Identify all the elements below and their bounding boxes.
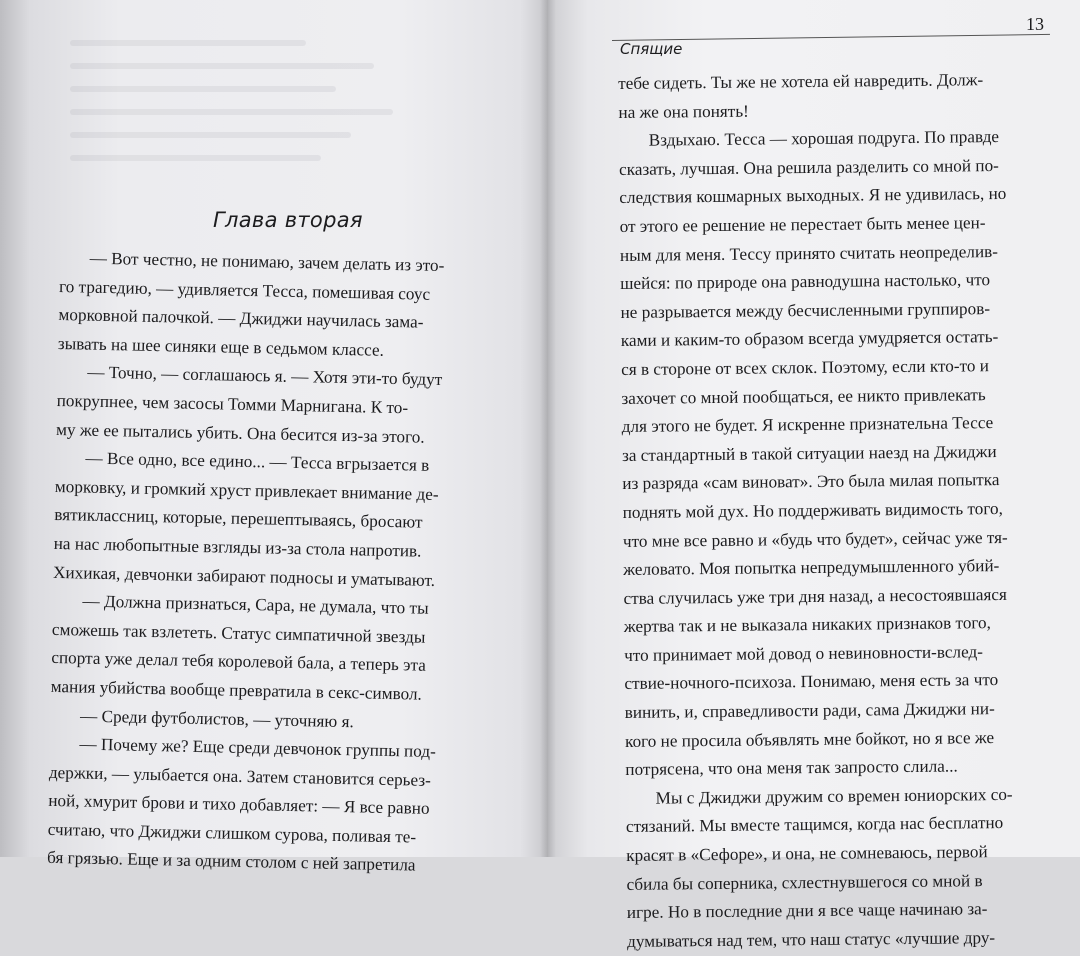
text-line: Мы с Джиджи дружим со времен юниорских со- bbox=[655, 784, 1013, 808]
text-line: — Почему же? Еще среди девчонок группы под- bbox=[79, 734, 436, 762]
text-line: красят в «Сефоре», и она, не сомневаюсь, первой bbox=[626, 842, 988, 865]
text-line: — Среди футболистов, — уточняю я. bbox=[79, 706, 354, 731]
text-line: му же ее пытались убить. Она бесится из-за этого. bbox=[55, 419, 425, 447]
text-line: го трагедию, — удивляется Тесса, помешивая соус bbox=[58, 276, 431, 304]
text-line: — Все одно, все едино... — Тесса вгрызается в bbox=[85, 448, 430, 475]
text-line: ства случилась уже три дня назад, а несостоявшаяся bbox=[623, 584, 1008, 608]
text-line: на нас любопытные взгляды из-за стола напротив. bbox=[53, 533, 422, 561]
text-line: ной, хмурит брови и тихо добавляет: — Я все равно bbox=[48, 791, 430, 819]
left-page bbox=[0, 0, 548, 876]
text-line: шейся: по природе она равнодушна настолько, что bbox=[620, 270, 991, 294]
text-line: морковку, и громкий хруст привлекает внимание де- bbox=[54, 476, 439, 504]
text-line: что мне все равно и «будь что будет», сейчас уже тя- bbox=[622, 527, 1008, 551]
text-line: Вздыхаю. Тесса — хорошая подруга. По правде bbox=[648, 127, 1000, 150]
bleed-through-text bbox=[70, 40, 450, 178]
running-head: Спящие bbox=[620, 40, 683, 58]
text-line: из разряда «сам виноват». Это была милая попытка bbox=[622, 470, 1000, 494]
text-line: морковной палочкой. — Джиджи научилась зама- bbox=[58, 305, 424, 332]
text-line: сбила бы соперника, схлестнувшегося со мной в bbox=[626, 870, 983, 894]
text-line: ствие-ночного-психоза. Понимаю, меня есть за что bbox=[624, 670, 999, 694]
text-line: от этого ее решение не перестает быть менее цен- bbox=[619, 213, 986, 236]
text-line: ным для меня. Тессу принято считать неопределив- bbox=[619, 241, 999, 265]
text-line: винить, и, справедливости ради, сама Джиджи ни- bbox=[624, 699, 995, 723]
left-page-text bbox=[47, 244, 505, 882]
text-line: думываться над тем, что наш статус «лучшие дру- bbox=[627, 927, 996, 951]
text-line: захочет со мной пообщаться, ее никто привлекать bbox=[621, 384, 986, 408]
text-line: потрясена, что она меня так запросто слила... bbox=[625, 756, 958, 780]
text-line: стязаний. Мы вместе тащимся, когда нас бесплатно bbox=[625, 813, 1004, 837]
text-line: тебе сидеть. Ты же не хотела ей навредить. Долж- bbox=[618, 70, 984, 93]
text-line: следствия кошмарных выходных. Я не удивилась, но bbox=[619, 184, 1007, 208]
text-line: на же она понять! bbox=[618, 101, 749, 122]
text-line: желовато. Моя попытка непредумышленного убий- bbox=[623, 556, 1000, 580]
page-number: 13 bbox=[1026, 14, 1044, 34]
text-line: считаю, что Джиджи слишком сурова, поливая те- bbox=[47, 819, 417, 847]
text-line: спорта уже делал тебя королевой бала, а теперь эта bbox=[51, 648, 427, 676]
text-line: игре. Но в последние дни я все чаще начинаю за- bbox=[626, 899, 988, 923]
text-line: что принимает мой довод о невиновности-вслед- bbox=[624, 642, 983, 665]
text-line: за стандартный в такой ситуации наезд на Джиджи bbox=[621, 441, 997, 465]
right-page-text bbox=[618, 65, 1057, 956]
text-line: сможешь так взлететь. Статус симпатичной звезды bbox=[51, 619, 426, 647]
text-line: не разрывается между бесчисленными группиров- bbox=[620, 298, 991, 322]
text-line: бя грязью. Еще и за одним столом с ней запретила bbox=[46, 848, 416, 876]
text-line: ся в стороне от всех склок. Поэтому, если кто-то и bbox=[621, 356, 990, 379]
text-line: вятиклассниц, которые, перешептываясь, бросают bbox=[54, 505, 423, 532]
text-line: — Точно, — соглашаюсь я. — Хотя эти-то будут bbox=[87, 362, 443, 390]
text-line: зывать на шее синяки еще в седьмом классе. bbox=[57, 333, 385, 360]
text-line: жертва так и не выказала никаких признаков того, bbox=[623, 613, 991, 637]
text-line: поднять мой дух. Но поддерживать видимость того, bbox=[622, 498, 1003, 522]
text-line: держки, — улыбается она. Затем становится серьез- bbox=[48, 762, 432, 790]
text-line: — Должна признаться, Сара, не думала, что ты bbox=[82, 591, 429, 618]
text-line: мания убийства вообще превратила в секс-символ. bbox=[50, 676, 423, 704]
text-line: — Вот честно, не понимаю, зачем делать из это- bbox=[89, 248, 445, 276]
text-line: сказать, лучшая. Она решила разделить со мной по- bbox=[618, 155, 999, 179]
text-line: Хихикая, девчонки забирают подносы и уматывают. bbox=[52, 562, 436, 590]
chapter-title: Глава вторая bbox=[213, 208, 363, 232]
text-line: ками и каким-то образом всегда умудряется остать- bbox=[620, 327, 999, 351]
text-line: покрупнее, чем засосы Томми Марнигана. К то- bbox=[56, 390, 409, 418]
text-line: кого не просила объявлять мне бойкот, но я все же bbox=[624, 727, 995, 751]
text-line: для этого не будет. Я искренне признательна Тессе bbox=[621, 413, 994, 437]
book-gutter bbox=[540, 0, 556, 857]
